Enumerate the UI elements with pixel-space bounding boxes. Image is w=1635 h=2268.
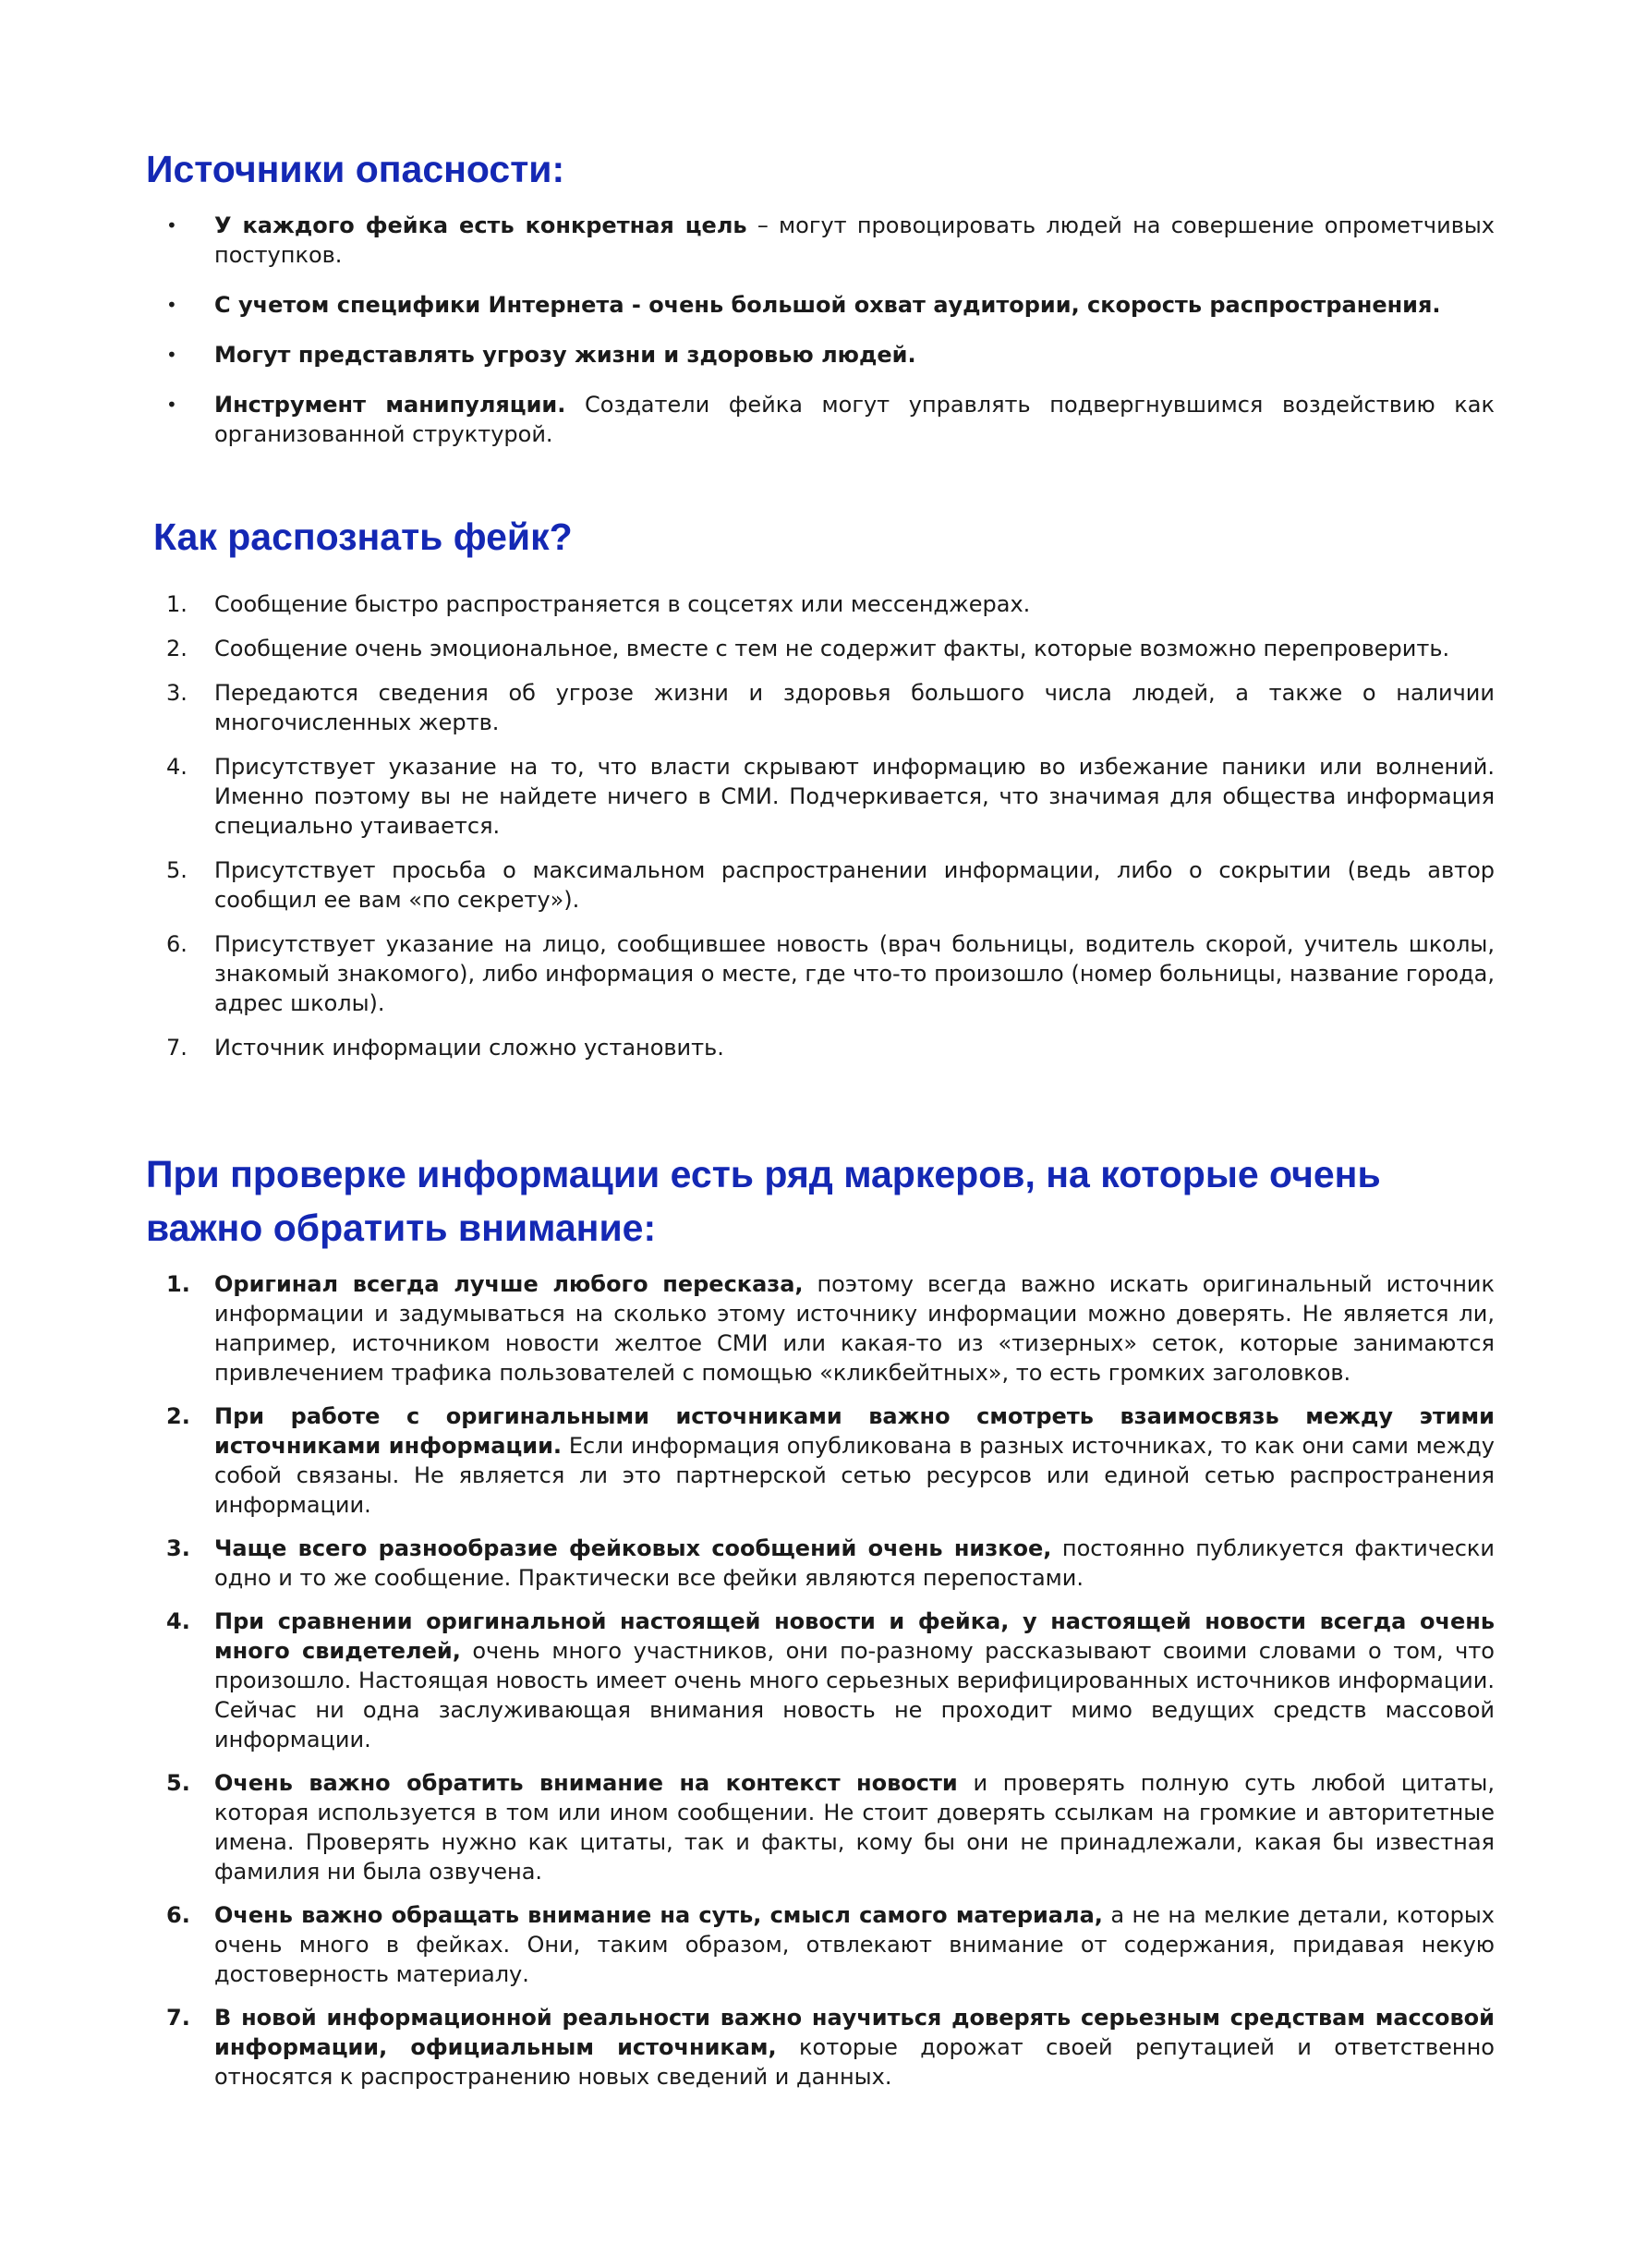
recognize-list: [0, 589, 1635, 1077]
list-item: [0, 929, 1635, 1018]
list-item: [0, 1269, 1635, 1388]
item-bold: Очень важно обратить внимание на контекст новости: [214, 1770, 958, 1796]
item-number: 5.: [166, 857, 188, 883]
bullet-icon: •: [166, 394, 177, 416]
item-number: 3.: [166, 1535, 190, 1561]
item-text: Сообщение очень эмоциональное, вместе с тем не содержит факты, которые возможно перепроверить.: [214, 636, 1450, 661]
item-bold: В новой информационной реальности важно научиться доверять серьезным средствам массовой информации, официальным источникам,: [214, 2005, 1495, 2060]
item-number: 6.: [166, 1902, 190, 1928]
item-bold: При сравнении оригинальной настоящей новости и фейка, у настоящей новости всегда очень много свидетелей,: [214, 1608, 1495, 1664]
item-bold: Очень важно обращать внимание на суть, смысл самого материала,: [214, 1902, 1103, 1928]
item-text: Присутствует указание на то, что власти скрывают информацию во избежание паники или волнений. Именно поэтому вы не найдете ничего в СМИ. Подчеркивается, что значимая для общества информация специально утаивается.: [214, 754, 1495, 839]
item-text: Передаются сведения об угрозе жизни и здоровья большого числа людей, а также о наличии многочисленных жертв.: [214, 680, 1495, 735]
item-number: 5.: [166, 1770, 190, 1796]
item-bold: Могут представлять угрозу жизни и здоровью людей.: [214, 342, 916, 368]
item-text: Присутствует просьба о максимальном распространении информации, либо о сокрытии (ведь автор сообщил ее вам «по секрету»).: [214, 857, 1495, 913]
bullet-icon: •: [166, 294, 177, 316]
item-bold: Инструмент манипуляции.: [214, 392, 566, 418]
markers-list: [0, 1269, 1635, 2105]
bullet-icon: •: [166, 344, 177, 366]
item-bold: С учетом специфики Интернета - очень большой охват аудитории, скорость распространения.: [214, 292, 1441, 318]
section-title-recognize: Как распознать фейк?: [153, 515, 573, 558]
item-text: Создатели фейка могут управлять подвергнувшимся воздействию как организованной структурой.: [214, 392, 1495, 447]
list-item: [0, 1401, 1635, 1520]
item-number: 3.: [166, 680, 188, 706]
item-bold: При работе с оригинальными источниками важно смотреть взаимосвязь между этими источниками информации.: [214, 1403, 1495, 1459]
item-number: 2.: [166, 1403, 190, 1429]
item-text: Источник информации сложно установить.: [214, 1035, 724, 1061]
item-number: 6.: [166, 931, 188, 957]
list-item: [0, 340, 1635, 370]
item-text: Сообщение быстро распространяется в соцсетях или мессенджерах.: [214, 591, 1031, 617]
list-item: [0, 1900, 1635, 1989]
list-item: [0, 855, 1635, 915]
item-number: 4.: [166, 754, 188, 780]
item-text: а не на мелкие детали, которых очень много в фейках. Они, таким образом, отвлекают внимание от содержания, придавая некую достоверность материалу.: [214, 1902, 1495, 1987]
item-bold: У каждого фейка есть конкретная цель: [214, 212, 747, 238]
list-item: [0, 1607, 1635, 1754]
item-text: – могут провоцировать людей на совершение опрометчивых поступков.: [214, 212, 1495, 268]
sources-list: [0, 211, 1635, 469]
item-number: 7.: [166, 1035, 188, 1061]
list-item: [0, 211, 1635, 270]
list-item: [0, 1534, 1635, 1593]
item-bold: Чаще всего разнообразие фейковых сообщений очень низкое,: [214, 1535, 1052, 1561]
item-text: Присутствует указание на лицо, сообщившее новость (врач больницы, водитель скорой, учитель школы, знакомый знакомого), либо информация о месте, где что-то произошло (номер больницы, название города, адрес школы).: [214, 931, 1495, 1016]
list-item: [0, 390, 1635, 449]
item-bold: Оригинал всегда лучше любого пересказа,: [214, 1271, 804, 1297]
list-item: [0, 1033, 1635, 1062]
list-item: [0, 2003, 1635, 2092]
item-number: 2.: [166, 636, 188, 661]
section-title-sources: Источники опасности:: [146, 148, 565, 190]
item-number: 1.: [166, 591, 188, 617]
item-text: очень много участников, они по-разному рассказывают своими словами о том, что произошло. Настоящая новость имеет очень много серьезных верифицированных источников информации. Сейчас ни одна заслуживающая внимания новость не проходит мимо ведущих средств массовой информации.: [214, 1638, 1495, 1753]
item-text: поэтому всегда важно искать оригинальный источник информации и задумываться на сколько этому источнику информации можно доверять. Не является ли, например, источником новости желтое СМИ или какая-то из «тизерных» сеток, которые занимаются привлечением трафика пользователей с помощью «кликбейтных», то есть громких заголовков.: [214, 1271, 1495, 1386]
item-text: и проверять полную суть любой цитаты, которая используется в том или ином сообщении. Не стоит доверять ссылкам на громкие и авторитетные имена. Проверять нужно как цитаты, так и факты, кому бы они не принадлежали, какая бы известная фамилия ни была озвучена.: [214, 1770, 1496, 1885]
list-item: [0, 589, 1635, 619]
item-number: 1.: [166, 1271, 190, 1297]
bullet-icon: •: [166, 214, 177, 237]
item-text: Если информация опубликована в разных источниках, то как они сами между собой связаны. Не является ли это партнерской сетью ресурсов или единой сетью распространения информации.: [214, 1433, 1495, 1518]
list-item: [0, 1768, 1635, 1886]
item-text: постоянно публикуется фактически одно и то же сообщение. Практически все фейки являются перепостами.: [214, 1535, 1496, 1591]
list-item: [0, 290, 1635, 320]
item-text: которые дорожат своей репутацией и ответственно относятся к распространению новых сведений и данных.: [214, 2034, 1495, 2090]
section-title-markers: При проверке информации есть ряд маркеров, на которые очень важно обратить внимание:: [146, 1153, 1381, 1249]
item-number: 4.: [166, 1608, 190, 1634]
list-item: [0, 678, 1635, 737]
item-number: 7.: [166, 2005, 190, 2031]
list-item: [0, 752, 1635, 841]
list-item: [0, 634, 1635, 663]
